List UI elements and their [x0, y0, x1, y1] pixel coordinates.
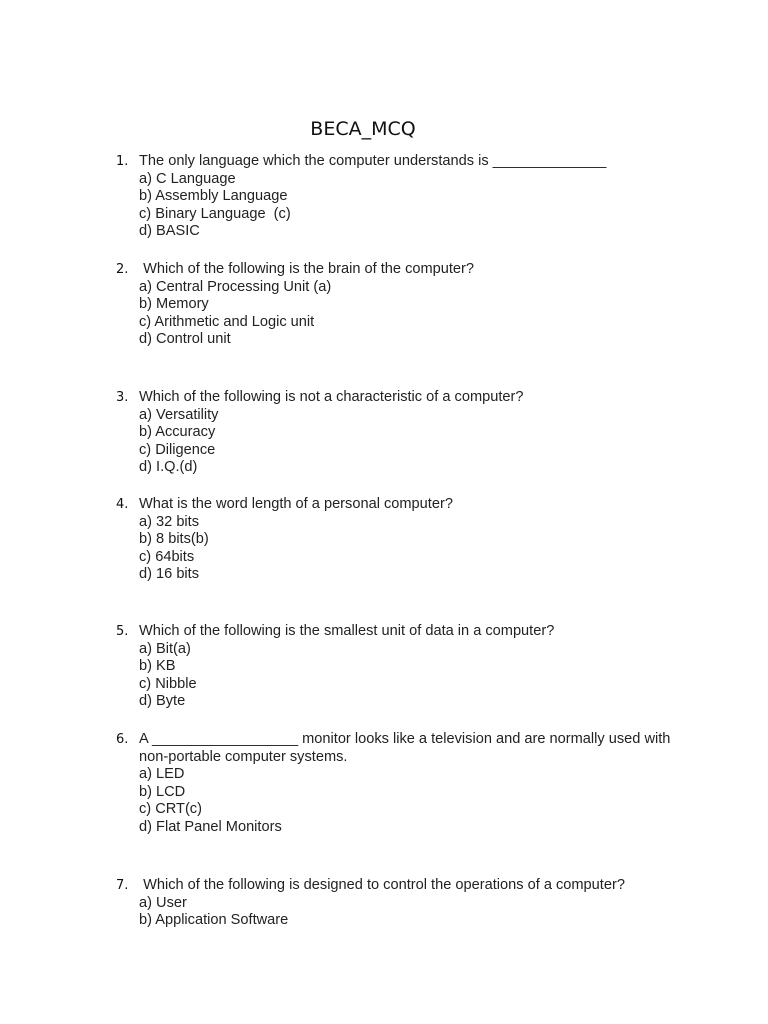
answer-option: c) Binary Language (c) — [139, 205, 291, 222]
question-body — [139, 389, 676, 477]
option-list — [139, 171, 676, 241]
answer-option: d) Flat Panel Monitors — [139, 818, 282, 835]
answer-option: d) Byte — [139, 693, 186, 710]
question-7 — [116, 877, 676, 930]
answer-option: b) Memory — [139, 296, 209, 313]
answer-option: b) Accuracy — [139, 424, 216, 441]
answer-option: d) BASIC — [139, 223, 200, 240]
question-5 — [116, 623, 676, 711]
question-text: Which of the following is the brain of the computer? — [139, 261, 475, 277]
question-number: 3. — [116, 390, 129, 405]
option-list — [139, 895, 676, 930]
question-text: The only language which the computer understands is ______________ — [139, 153, 607, 169]
answer-option: c) 64bits — [139, 548, 195, 565]
answer-option: c) Nibble — [139, 675, 197, 692]
option-list — [139, 514, 676, 584]
option-list — [139, 766, 676, 836]
question-body — [139, 731, 676, 837]
answer-option: b) 8 bits(b) — [139, 531, 209, 548]
answer-option: a) Versatility — [139, 406, 219, 423]
answer-option: b) Application Software — [139, 912, 289, 929]
answer-option: d) 16 bits — [139, 566, 200, 583]
answer-option: a) LED — [139, 766, 185, 783]
answer-option: a) User — [139, 894, 187, 911]
answer-option: c) CRT(c) — [139, 801, 202, 818]
question-1 — [116, 153, 676, 241]
question-6 — [116, 731, 676, 837]
option-list — [139, 407, 676, 477]
question-body — [139, 623, 676, 711]
answer-option: b) LCD — [139, 783, 186, 800]
question-number: 6. — [116, 732, 129, 747]
question-2 — [116, 261, 676, 349]
question-3 — [116, 389, 676, 477]
question-text: Which of the following is not a characteristic of a computer? — [139, 389, 524, 405]
question-number: 1. — [116, 154, 129, 169]
option-list — [139, 279, 676, 349]
answer-option: b) KB — [139, 658, 176, 675]
question-body — [139, 153, 676, 241]
answer-option: a) 32 bits — [139, 513, 200, 530]
question-number: 7. — [116, 878, 129, 893]
answer-option: a) Central Processing Unit (a) — [139, 278, 332, 295]
question-4 — [116, 496, 676, 584]
answer-option: a) C Language — [139, 170, 236, 187]
page-title: BECA_MCQ — [310, 118, 416, 140]
question-body — [139, 261, 676, 349]
question-body — [139, 877, 676, 930]
answer-option: d) I.Q.(d) — [139, 459, 198, 476]
question-text: What is the word length of a personal computer? — [139, 496, 453, 512]
answer-option: c) Arithmetic and Logic unit — [139, 313, 315, 330]
option-list — [139, 641, 676, 711]
question-text: A __________________ monitor looks like a television and are normally used with non-portable computer systems. — [139, 731, 675, 765]
answer-option: b) Assembly Language — [139, 188, 288, 205]
question-number: 2. — [116, 262, 129, 277]
answer-option: c) Diligence — [139, 441, 216, 458]
question-body — [139, 496, 676, 584]
answer-option: d) Control unit — [139, 331, 231, 348]
question-number: 4. — [116, 497, 129, 512]
question-text: Which of the following is designed to control the operations of a computer? — [139, 877, 625, 893]
question-number: 5. — [116, 624, 129, 639]
question-text: Which of the following is the smallest unit of data in a computer? — [139, 623, 555, 639]
answer-option: a) Bit(a) — [139, 640, 191, 657]
